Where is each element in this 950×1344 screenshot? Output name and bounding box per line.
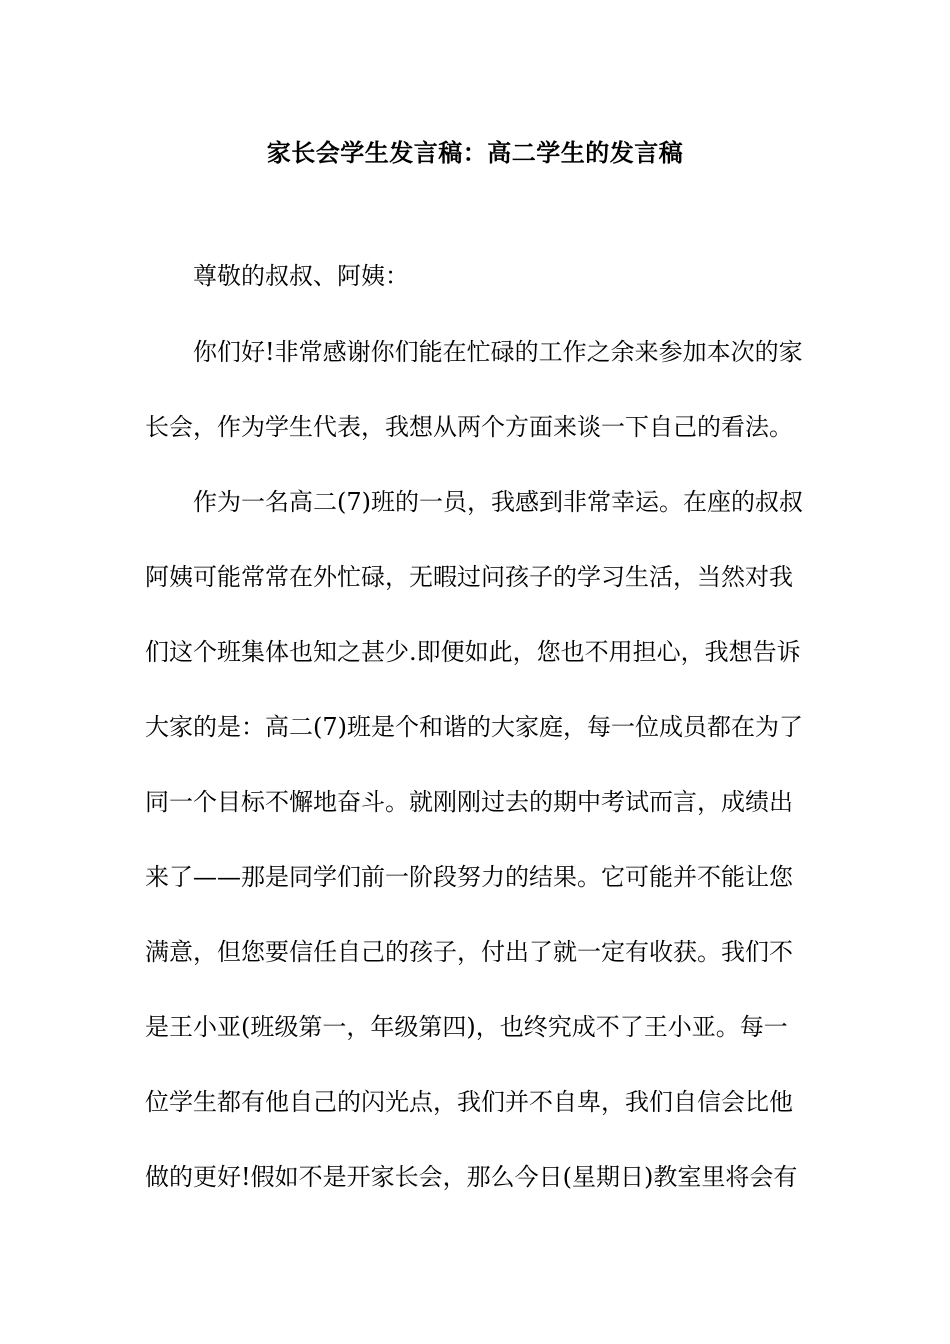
text-line: 做的更好!假如不是开家长会，那么今日(星期日)教室里将会有 xyxy=(145,1163,798,1191)
text-line: 满意，但您要信任自己的孩子，付出了就一定有收获。我们不 xyxy=(145,938,793,966)
text-line: 你们好!非常感谢你们能在忙碌的工作之余来参加本次的家 xyxy=(193,338,803,366)
text-line: 长会，作为学生代表，我想从两个方面来谈一下自己的看法。 xyxy=(145,413,793,441)
text-line: 位学生都有他自己的闪光点，我们并不自卑，我们自信会比他 xyxy=(145,1088,793,1116)
text-line: 同一个目标不懈地奋斗。就刚刚过去的期中考试而言，成绩出 xyxy=(145,788,793,816)
text-line: 尊敬的叔叔、阿姨： xyxy=(193,262,409,290)
text-line: 是王小亚(班级第一，年级第四)，也终究成不了王小亚。每一 xyxy=(145,1013,788,1041)
text-line: 们这个班集体也知之甚少.即便如此，您也不用担心，我想告诉 xyxy=(145,638,801,666)
text-line: 作为一名高二(7)班的一员，我感到非常幸运。在座的叔叔 xyxy=(193,488,803,516)
text-line: 来了——那是同学们前一阶段努力的结果。它可能并不能让您 xyxy=(145,863,793,891)
document-title: 家长会学生发言稿：高二学生的发言稿 xyxy=(266,139,684,167)
text-line: 大家的是：高二(7)班是个和谐的大家庭，每一位成员都在为了 xyxy=(145,713,803,741)
text-line: 阿姨可能常常在外忙碌，无暇过问孩子的学习生活，当然对我 xyxy=(145,563,793,591)
